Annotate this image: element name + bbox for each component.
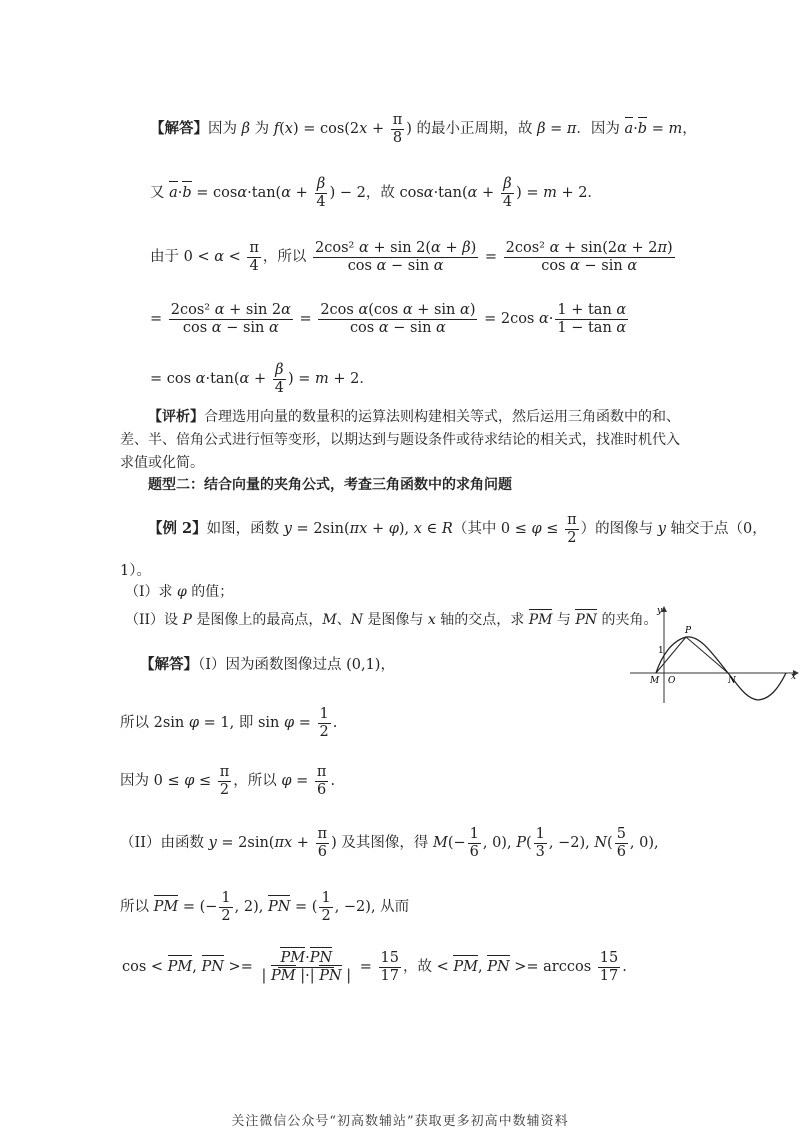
solution2-l1: 【解答】（I）因为函数图像过点 (0,1)， <box>140 656 395 673</box>
solution2-l4: （II）由函数 y = 2sin(πx + $\frac{\pi}{6}$ ) 及其图像，得 M(− $\frac{1}{6}$ , 0), P( $\frac{1}{3}$ , −2), N( $\frac{5}{6}$ , 0), <box>120 826 659 860</box>
segment-pn <box>686 637 728 673</box>
type2-title: 题型二：结合向量的夹角公式，考查三角函数中的求角问题 <box>148 477 512 493</box>
solution1-line3: 由于 0 < α < $\frac{\pi}{4}$ ，所以 $\frac{\text{2cos² α + sin 2(α + β)}}{\text{cos α − sin α}}$ = $\frac{\text{2cos² α + sin(2α + 2π)}}{\text{cos α − sin α}}$ <box>150 240 673 274</box>
graph-label-p: P <box>685 626 692 636</box>
solution1-line4: = $\frac{\text{2cos² α + sin 2α}}{\text{cos α − sin α}}$ = $\frac{\text{2cos α(cos α + sin α)}}{\text{cos α − sin α}}$ = 2cos α· $\frac{\text{1 + tan α}}{\text{1 − tan α}}$ <box>150 302 627 336</box>
graph-label-o: O <box>668 676 676 686</box>
example2-q2: （II）设 P 是图像上的最高点，M、N 是图像与 x 轴的交点，求 PM 与 PN 的夹角。 <box>125 612 658 628</box>
example2-label: 【例 2】 <box>148 520 207 538</box>
solution1-line1: 【解答】因为 β 为 f(x) = cos(2x + $\frac{\pi}{8}$ ) 的最小正周期，故 β = π．因为 a·b = m， <box>150 112 697 146</box>
solution1-label: 【解答】 <box>150 120 208 138</box>
graph-label-y: y <box>657 606 663 616</box>
comment-paragraph <box>120 406 680 475</box>
graph-label-x: x <box>791 672 797 682</box>
solution2-l6: cos < PM, PN >= $\frac{PM\cdot PN}{| PM |\cdot| PN |}$ = $\frac{15}{17}$ ，故 < PM, PN >= arccos $\frac{15}{17}$ . <box>122 950 627 984</box>
solution2-label: 【解答】 <box>140 656 198 673</box>
sine-curve <box>656 637 786 700</box>
graph-label-one: 1 <box>658 646 664 656</box>
solution2-l3: 因为 0 ≤ φ ≤ $\frac{\pi}{2}$ ，所以 φ = $\frac{\pi}{6}$ . <box>120 764 336 798</box>
example2-q1: （I）求 φ 的值； <box>125 584 234 600</box>
page-footer: 关注微信公众号“初高数辅站”获取更多初高中数辅资料 <box>231 1114 569 1129</box>
example2-intro: 【例 2】如图，函数 y = 2sin(πx + φ), x ∈ R（其中 0 ≤ φ ≤ $\frac{\pi}{2}$ ）的图像与 y 轴交于点（0， <box>148 512 767 546</box>
graph-label-n: N <box>728 676 736 686</box>
function-graph <box>628 603 800 705</box>
solution1-line2: 又 a·b = cosα·tan(α + $\frac{\beta}{4}$ ) − 2，故 cosα·tan(α + $\frac{\beta}{4}$ ) = m + 2． <box>150 176 602 210</box>
example2-intro-cont: 1）。 <box>120 563 151 579</box>
comment-label: 【评析】 <box>148 409 204 425</box>
solution2-l2: 所以 2sin φ = 1, 即 sin φ = $\frac{1}{2}$ . <box>120 706 338 740</box>
solution2-l5: 所以 PM = (− $\frac{1}{2}$ , 2), PN = ( $\frac{1}{2}$ , −2), 从而 <box>120 890 410 924</box>
graph-label-m: M <box>650 676 660 686</box>
comment-text: 合理选用向量的数量积的运算法则构建相关等式，然后运用三角函数中的和、差、半、倍角公式进行恒等变形，以期达到与题设条件或待求结论的相关式，找准时机代入求值或化简。 <box>120 409 680 471</box>
solution1-line5: = cos α·tan(α + $\frac{\beta}{4}$ ) = m + 2． <box>150 362 374 396</box>
